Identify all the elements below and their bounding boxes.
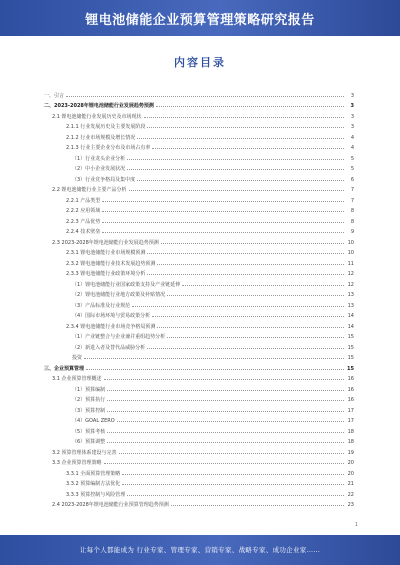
- toc-entry[interactable]: [44, 403, 354, 414]
- toc-entry[interactable]: [44, 130, 354, 141]
- toc-entry-page: 5: [350, 155, 354, 162]
- toc-entry-page: 5: [350, 166, 354, 172]
- toc-entry-page: 4: [350, 145, 354, 151]
- toc-entry-page: 10: [347, 239, 354, 246]
- toc-entry-label: （2）中小企业发展状况: [72, 166, 126, 172]
- toc-entry-page: 15: [347, 334, 354, 340]
- toc-leader-dots: [157, 327, 344, 328]
- toc-entry-page: 12: [347, 271, 354, 277]
- toc-leader-dots: [137, 180, 344, 181]
- toc-entry[interactable]: [44, 414, 354, 425]
- toc-entry[interactable]: [44, 288, 354, 299]
- toc-entry-page: 15: [347, 355, 354, 361]
- toc-entry[interactable]: [44, 498, 354, 509]
- toc-leader-dots: [127, 169, 344, 170]
- toc-entry-page: 20: [347, 460, 354, 466]
- toc-entry[interactable]: [44, 466, 354, 477]
- toc-entry-label: （1）行业龙头企业分析: [72, 155, 126, 162]
- toc-entry[interactable]: [44, 141, 354, 152]
- toc-leader-dots: [102, 201, 344, 202]
- toc-entry-page: 17: [347, 407, 354, 414]
- toc-entry-page: 16: [347, 376, 354, 382]
- toc-entry-label: 2.1.3 行业主要企业分布及市场占有率: [66, 145, 151, 151]
- toc-entry[interactable]: [44, 298, 354, 309]
- toc-entry[interactable]: [44, 109, 354, 120]
- toc-entry-page: 3: [350, 92, 354, 99]
- toc-leader-dots: [132, 306, 344, 307]
- toc-leader-dots: [167, 337, 344, 338]
- toc-leader-dots: [107, 400, 344, 401]
- toc-entry[interactable]: [44, 445, 354, 456]
- toc-entry-page: 14: [347, 323, 354, 330]
- toc-entry-label: 2.3 2023-2028年锂电池储能行业发展趋势预测: [52, 239, 159, 246]
- toc-entry-page: 15: [347, 365, 354, 372]
- toc-entry-page: 3: [350, 103, 354, 109]
- page-number: 1: [354, 522, 358, 528]
- toc-entry[interactable]: [44, 256, 354, 267]
- toc-entry[interactable]: [44, 235, 354, 246]
- toc-entry[interactable]: [44, 435, 354, 446]
- toc-leader-dots: [104, 379, 344, 380]
- toc-entry-page: 17: [347, 418, 354, 424]
- toc-entry[interactable]: [44, 456, 354, 467]
- toc-entry-label: 3.3.3 预算控制与风险管理: [66, 491, 126, 498]
- toc-leader-dots: [102, 222, 344, 223]
- toc-entry[interactable]: [44, 225, 354, 236]
- toc-entry-page: 7: [350, 197, 354, 204]
- toc-leader-dots: [147, 274, 344, 275]
- toc-entry[interactable]: [44, 340, 354, 351]
- toc-entry-label: （5）预算考核: [72, 428, 106, 435]
- footer-slogan: 让每个人都能成为 行业专家、管理专家、营销专家、战略专家、成功企业家……: [79, 546, 321, 554]
- toc-entry[interactable]: [44, 99, 354, 110]
- toc-entry-label: 2.2.1 产品类型: [66, 197, 101, 204]
- toc-title: 内容目录: [174, 56, 226, 69]
- toc-entry[interactable]: [44, 172, 354, 183]
- toc-entry[interactable]: [44, 351, 354, 362]
- toc-entry-page: 19: [347, 449, 354, 456]
- toc-entry-label: 2.3.1 锂电池储能行业市场规模预测: [66, 250, 146, 256]
- toc-leader-dots: [107, 411, 344, 412]
- toc-leader-dots: [156, 106, 344, 107]
- toc-entry[interactable]: [44, 120, 354, 131]
- toc-entry-page: 18: [347, 428, 354, 435]
- toc-entry-label: 3.2 预算管理体系建设与完善: [52, 449, 117, 456]
- report-title: 锂电池储能企业预算管理策略研究报告: [85, 13, 315, 28]
- toc-entry-label: （4）国际市场环境与贸易政策分析: [72, 313, 151, 319]
- toc-entry-label: 投资: [72, 355, 83, 361]
- toc-entry[interactable]: [44, 477, 354, 488]
- toc-entry-label: 3.3.2 预算编制方法优化: [66, 481, 121, 487]
- toc-entry[interactable]: [44, 183, 354, 194]
- toc-entry-label: 3.3 企业预算管理策略: [52, 460, 102, 466]
- toc-entry-page: 4: [350, 134, 354, 141]
- toc-leader-dots: [171, 505, 344, 506]
- toc-entry[interactable]: [44, 214, 354, 225]
- toc-entry-label: 2.3.3 锂电池储能行业政策环境分析: [66, 271, 146, 277]
- toc-entry-label: 2.2 锂电池储能行业主要产品分析: [52, 187, 127, 193]
- toc-entry-label: 3.3.1 全面预算管理策略: [66, 470, 121, 477]
- toc-entry-label: 2.2.2 应用领域: [66, 208, 101, 214]
- toc-leader-dots: [66, 96, 344, 97]
- toc-entry-page: 3: [350, 113, 354, 120]
- toc-entry-page: 21: [347, 481, 354, 487]
- footer-banner: [0, 535, 400, 565]
- toc-entry[interactable]: [44, 393, 354, 404]
- toc-leader-dots: [157, 264, 344, 265]
- toc-leader-dots: [117, 421, 344, 422]
- toc-entry-label: （1）产业链整合与企业兼并重组趋势分析: [72, 334, 166, 340]
- toc-entry[interactable]: [44, 246, 354, 257]
- header-banner: [0, 0, 400, 36]
- toc-entry-page: 12: [347, 281, 354, 288]
- toc-leader-dots: [137, 138, 344, 139]
- toc-entry-page: 6: [350, 176, 354, 183]
- toc-entry-label: 一、引言: [44, 92, 65, 99]
- toc-entry-page: 8: [350, 218, 354, 225]
- toc-entry[interactable]: [44, 88, 354, 99]
- toc-entry-label: 2.3.2 锂电池储能行业技术发展趋势预测: [66, 260, 156, 267]
- toc-leader-dots: [122, 484, 344, 485]
- table-of-contents: [44, 88, 354, 508]
- toc-entry-label: 2.3.4 锂电池储能行业市场竞争格局预测: [66, 323, 156, 330]
- toc-entry[interactable]: [44, 151, 354, 162]
- toc-entry-page: 18: [347, 439, 354, 445]
- toc-leader-dots: [107, 442, 344, 443]
- toc-entry-page: 9: [350, 229, 354, 235]
- toc-entry-label: （2）预算执行: [72, 397, 106, 403]
- toc-entry[interactable]: [44, 372, 354, 383]
- toc-entry-label: 2.2.4 技术壁垒: [66, 229, 101, 235]
- toc-entry-page: 8: [350, 208, 354, 214]
- toc-leader-dots: [167, 295, 344, 296]
- toc-leader-dots: [84, 358, 344, 359]
- toc-entry[interactable]: [44, 330, 354, 341]
- toc-leader-dots: [127, 159, 344, 160]
- toc-entry-label: （6）预算调整: [72, 439, 106, 445]
- toc-leader-dots: [119, 453, 344, 454]
- toc-entry-label: 2.1.1 行业发展历史及主要发展阶段: [66, 124, 146, 130]
- toc-entry-page: 11: [347, 260, 354, 267]
- toc-entry-label: 2.1 锂电池储能行业发展历史及市场现状: [52, 113, 142, 120]
- toc-leader-dots: [127, 495, 344, 496]
- toc-entry-page: 22: [347, 491, 354, 498]
- toc-leader-dots: [86, 369, 344, 370]
- toc-entry-label: （1）锂电池储能行业国家政策支持及产业链延伸: [72, 281, 181, 288]
- toc-entry-label: （3）产品标准及行业规范: [72, 302, 131, 309]
- toc-leader-dots: [107, 432, 344, 433]
- toc-entry-label: 3.1 企业预算管理概述: [52, 376, 102, 382]
- toc-leader-dots: [161, 243, 344, 244]
- toc-entry[interactable]: [44, 309, 354, 320]
- toc-leader-dots: [122, 474, 344, 475]
- toc-entry-page: 3: [350, 124, 354, 130]
- toc-entry-page: 10: [347, 250, 354, 256]
- toc-entry[interactable]: [44, 277, 354, 288]
- toc-entry-label: 二、2023-2028年锂电池储能行业发展趋势预测: [44, 103, 154, 109]
- toc-entry-page: 16: [347, 386, 354, 393]
- toc-leader-dots: [147, 348, 344, 349]
- toc-entry-label: （2）锂电池储能行业地方政策及补贴情况: [72, 292, 166, 298]
- toc-entry-label: （4）GOAL ZERO: [72, 418, 115, 424]
- toc-leader-dots: [182, 285, 344, 286]
- toc-entry[interactable]: [44, 193, 354, 204]
- toc-entry-page: 23: [347, 502, 354, 508]
- toc-entry[interactable]: [44, 162, 354, 173]
- toc-leader-dots: [152, 148, 344, 149]
- toc-leader-dots: [107, 390, 344, 391]
- toc-entry-label: （3）行业竞争格局及集中度: [72, 176, 136, 183]
- toc-entry-label: 2.2.3 产品优势: [66, 218, 101, 225]
- toc-entry-label: （2）新进入者及替代品威胁分析: [72, 344, 146, 351]
- toc-leader-dots: [152, 316, 344, 317]
- toc-leader-dots: [147, 127, 344, 128]
- toc-entry-label: 2.1.2 行业市场规模及增长情况: [66, 134, 136, 141]
- toc-entry-label: 三、企业预算管理: [44, 365, 85, 372]
- toc-entry[interactable]: [44, 319, 354, 330]
- toc-entry[interactable]: [44, 267, 354, 278]
- toc-leader-dots: [129, 190, 344, 191]
- toc-entry-page: 20: [347, 470, 354, 477]
- toc-entry-page: 14: [347, 313, 354, 319]
- document-page: [30, 36, 370, 536]
- toc-entry-label: （3）预算控制: [72, 407, 106, 414]
- toc-entry[interactable]: [44, 382, 354, 393]
- toc-entry-page: 13: [347, 292, 354, 298]
- toc-entry-page: 13: [347, 302, 354, 309]
- toc-leader-dots: [102, 232, 344, 233]
- toc-leader-dots: [102, 211, 344, 212]
- toc-entry-label: （1）预算编制: [72, 386, 106, 393]
- toc-entry[interactable]: [44, 424, 354, 435]
- toc-leader-dots: [144, 117, 344, 118]
- toc-leader-dots: [104, 463, 344, 464]
- toc-entry-page: 16: [347, 397, 354, 403]
- toc-entry-page: 7: [350, 187, 354, 193]
- toc-entry-page: 15: [347, 344, 354, 351]
- toc-entry-label: 2.4 2023-2028年锂电池储能行业预算管理趋势预测: [52, 502, 169, 508]
- toc-entry[interactable]: [44, 487, 354, 498]
- toc-entry[interactable]: [44, 361, 354, 372]
- toc-entry[interactable]: [44, 204, 354, 215]
- toc-leader-dots: [147, 253, 344, 254]
